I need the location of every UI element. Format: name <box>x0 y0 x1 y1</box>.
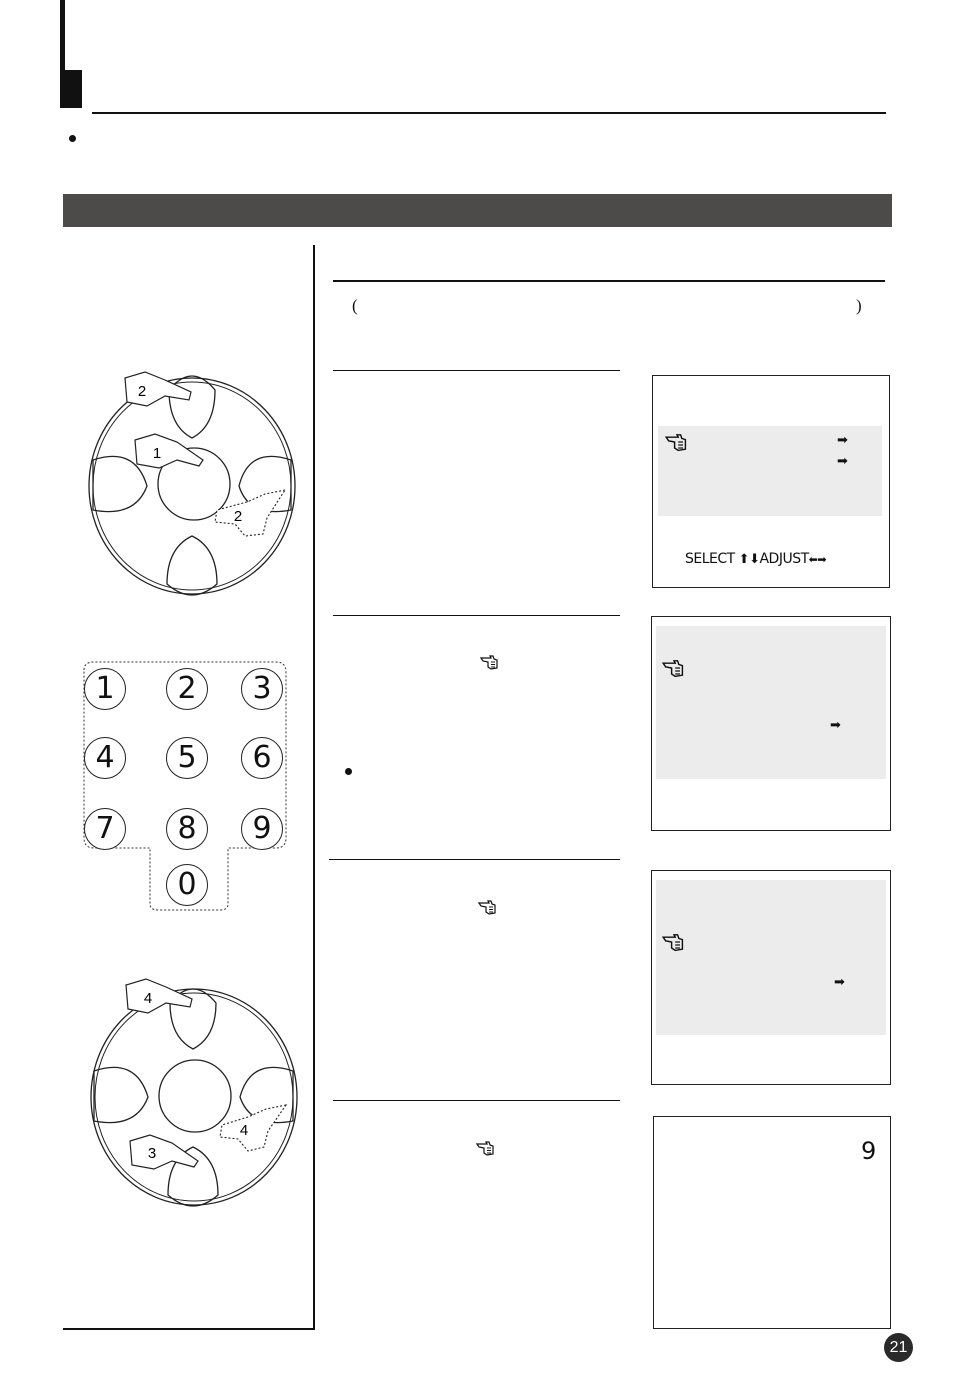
page-number-badge: 21 <box>884 1333 913 1362</box>
step-4-rule <box>333 1100 620 1101</box>
remote-navigation-pad-1 <box>85 368 300 598</box>
step-label: 2 <box>137 383 147 400</box>
number-keypad <box>80 660 290 912</box>
hand-pointer-icon <box>662 657 686 679</box>
osd-highlight-panel <box>656 880 886 1035</box>
hand-pointer-icon <box>478 898 498 916</box>
channel-number: 9 <box>861 1137 877 1165</box>
step-1-rule <box>333 370 620 371</box>
header-black-tab <box>60 70 82 108</box>
osd-screen-2 <box>651 616 891 831</box>
keypad-key-2: 2 <box>166 668 208 710</box>
select-label: SELECT <box>685 551 735 567</box>
keypad-key-0: 0 <box>166 864 208 906</box>
section-header-bar <box>63 194 892 227</box>
bullet-icon <box>345 768 352 775</box>
keypad-key-4: 4 <box>84 737 126 779</box>
hand-step-top <box>126 979 192 1013</box>
step-label: 2 <box>233 508 243 525</box>
up-down-arrows-icon: ⬆⬇ <box>738 552 760 567</box>
hand-step-right-dotted <box>215 490 285 536</box>
step-label: 4 <box>143 990 153 1007</box>
right-column-rule <box>333 280 885 282</box>
paren-open: ( <box>352 296 358 315</box>
step-2-rule <box>333 615 620 616</box>
keypad-key-7: 7 <box>84 808 126 850</box>
hand-pointer-icon <box>665 431 689 453</box>
keypad-key-3: 3 <box>241 668 283 710</box>
osd-highlight-panel <box>658 426 882 516</box>
title-rule <box>92 112 886 114</box>
hand-pointer-icon <box>476 1139 496 1157</box>
keypad-key-1: 1 <box>84 668 126 710</box>
osd-screen-menu <box>652 375 890 588</box>
left-right-arrows-icon: ⬅➡ <box>808 553 827 566</box>
paren-close: ) <box>856 296 862 315</box>
arrow-right-icon: ➡ <box>830 717 841 732</box>
step-label: 4 <box>239 1122 249 1139</box>
osd-screen-channel <box>653 1116 891 1329</box>
osd-screen-3 <box>651 870 891 1085</box>
step-label: 3 <box>147 1145 157 1162</box>
bottom-rule <box>63 1328 315 1330</box>
hand-pointer-icon <box>480 653 500 671</box>
arrow-right-icon: ➡ <box>834 974 845 989</box>
osd-highlight-panel <box>656 626 886 779</box>
column-divider <box>313 245 315 1330</box>
remote-navigation-pad-2 <box>88 975 303 1210</box>
step-3-rule <box>329 859 620 860</box>
keypad-key-5: 5 <box>166 737 208 779</box>
osd-help-row <box>685 551 826 567</box>
hand-step-top <box>125 372 191 406</box>
keypad-key-8: 8 <box>166 808 208 850</box>
arrow-right-icon: ➡ <box>837 432 848 447</box>
hand-step-bottom <box>130 1135 198 1169</box>
step-label: 1 <box>152 445 162 462</box>
hand-step-right-dotted <box>220 1105 286 1151</box>
bullet-icon <box>69 135 76 142</box>
keypad-key-9: 9 <box>241 808 283 850</box>
ok-button-illustration <box>159 1060 231 1132</box>
keypad-key-6: 6 <box>241 737 283 779</box>
hand-step-center <box>135 434 203 468</box>
arrow-right-icon: ➡ <box>837 453 848 468</box>
adjust-label: ADJUST <box>759 551 809 567</box>
hand-pointer-icon <box>662 931 686 953</box>
